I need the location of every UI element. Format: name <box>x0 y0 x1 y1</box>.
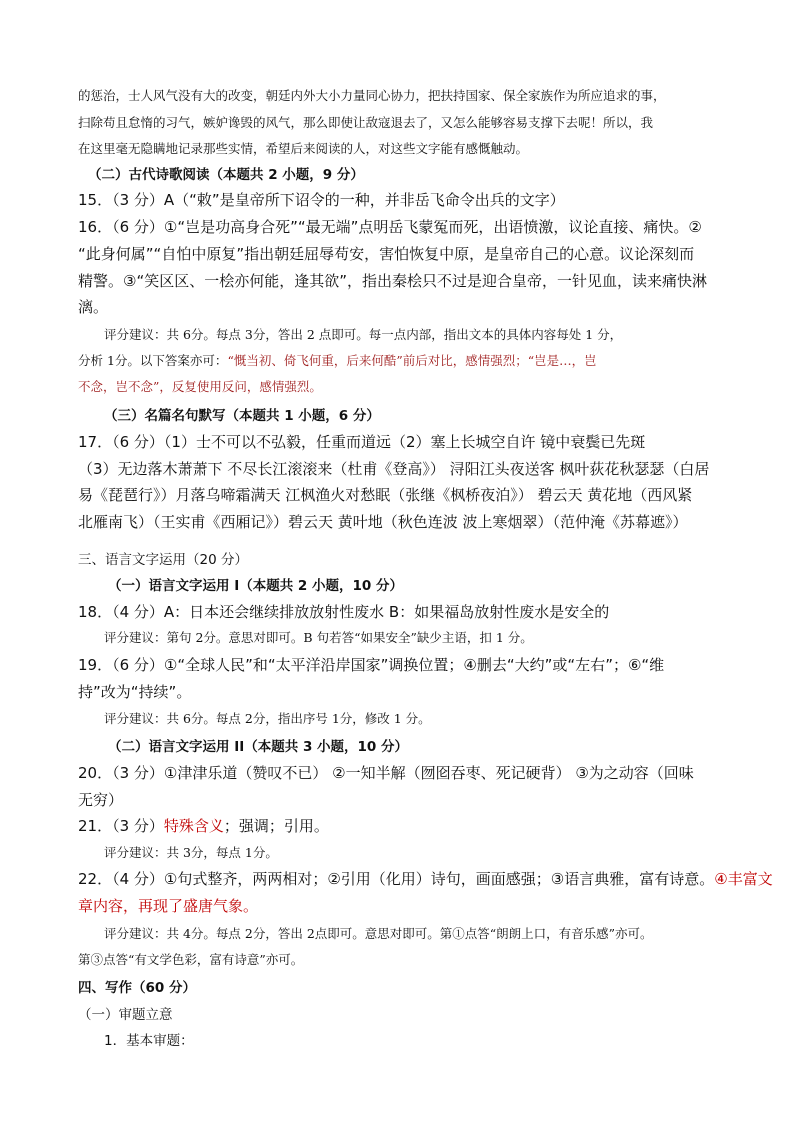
text-line: 无穷） <box>78 791 124 809</box>
alt-answer-text: 不念，岂不念”，反复使用反问，感情强烈。 <box>78 379 322 394</box>
section-heading: （一）语言文字运用 I（本题共 2 小题，10 分） <box>108 578 404 594</box>
answer-22 <box>78 868 773 889</box>
text-line: 持”改为“持续”。 <box>78 683 192 701</box>
text-line: （3）无边落木萧萧下 不尽长江滚滚来（杜甫《登高》） 浔阳江头夜送客 枫叶荻花秋瑟瑟（白居 <box>78 460 710 478</box>
text-line: 在这里毫无隐瞒地记录那些实情，希望后来阅读的人，对这些文字能有感慨触动。 <box>78 141 529 156</box>
text-line: 精警。③“笑区区、一桧亦何能，逢其欲”，指出秦桧只不过是迎合皇帝，一针见血，读来痛快淋 <box>78 272 707 290</box>
answer-18: 18．（4 分）A：日本还会继续排放放射性废水 B：如果福岛放射性废水是安全的 <box>78 603 610 621</box>
section-heading: （三）名篇名句默写（本题共 1 小题，6 分） <box>104 408 380 424</box>
scoring-note: 评分建议：第句 2分。意思对即可。B 句若答“如果安全”缺少主语，扣 1 分。 <box>104 630 533 645</box>
answer-20: 20．（3 分）①津津乐道（赞叹不已） ②一知半解（囫囵吞枣、死记硬背） ③为之动容（回味 <box>78 764 694 782</box>
highlighted-answer: 章内容，再现了盛唐气象。 <box>78 897 259 915</box>
text-line: 易《琵琶行》）月落乌啼霜满天 江枫渔火对愁眠（张继《枫桥夜泊》） 碧云天 黄花地（西风紧 <box>78 486 693 504</box>
text-line: 漓。 <box>78 298 109 316</box>
scoring-note: 评分建议：共 3分，每点 1分。 <box>104 845 278 860</box>
highlighted-answer: ④丰富文 <box>714 870 773 888</box>
answer-15: 15．（3 分）A（“敕”是皇帝所下诏令的一种，并非岳飞命令出兵的文字） <box>78 191 565 209</box>
section-heading: （二）古代诗歌阅读（本题共 2 小题，9 分） <box>88 167 364 183</box>
text-line: 北雁南飞）（王实甫《西厢记》）碧云天 黄叶地（秋色连波 波上寒烟翠）（范仲淹《苏幕遮》） <box>78 513 688 531</box>
scoring-note: 第③点答“有文学色彩，富有诗意”亦可。 <box>78 952 304 967</box>
answer-16: 16．（6 分）①“岂是功高身合死”“最无端”点明岳飞蒙冤而死，出语愤激，议论直接、痛快。② <box>78 218 702 236</box>
answer-21 <box>78 815 329 836</box>
answer-text: 21．（3 分） <box>78 817 164 835</box>
section-heading: （二）语言文字运用 II（本题共 3 小题，10 分） <box>108 739 409 755</box>
scoring-note: 评分建议：共 6分。每点 3分，答出 2 点即可。每一点内部，指出文本的具体内容每处 1 分， <box>104 327 623 342</box>
text-line: 扫除苟且怠惰的习气，嫉妒谗毁的风气，那么即使让敌寇退去了，又怎么能够容易支撑下去呢！所以，我 <box>78 115 654 130</box>
answer-text: ；强调；引用。 <box>223 817 329 835</box>
answer-text: 22．（4 分）①句式整齐，两两相对；②引用（化用）诗句，画面感强；③语言典雅，富有诗意。 <box>78 870 715 888</box>
text-line: “此身何属”“自怕中原复”指出朝廷屈辱苟安，害怕恢复中原，是皇帝自己的心意。议论深刻而 <box>78 245 695 263</box>
scoring-note <box>78 351 597 369</box>
scoring-note: 评分建议：共 4分。每点 2分，答出 2点即可。意思对即可。第①点答“朗朗上口，有音乐感”亦可。 <box>104 926 653 941</box>
text-line: 的惩治，士人风气没有大的改变，朝廷内外大小力量同心协力，把扶持国家、保全家族作为所应追求的事， <box>78 88 666 103</box>
subsection-heading: （一）审题立意 <box>78 1007 173 1023</box>
answer-17: 17．（6 分）（1）士不可以不弘毅，任重而道远（2）塞上长城空自许 镜中衰鬓已先斑 <box>78 433 646 451</box>
scoring-note: 评分建议：共 6分。每点 2分，指出序号 1分，修改 1 分。 <box>104 711 431 726</box>
alt-answer-text: “慨当初、倚飞何重，后来何酷”前后对比，感情强烈；“岂是…，岂 <box>227 353 597 368</box>
part-heading: 四、写作（60 分） <box>78 980 196 996</box>
part-heading: 三、语言文字运用（20 分） <box>78 552 248 568</box>
subsection-heading: 1．基本审题： <box>104 1033 194 1049</box>
answer-19: 19．（6 分）①“全球人民”和“太平洋沿岸国家”调换位置；④删去“大约”或“左右”；⑥“维 <box>78 656 665 674</box>
scoring-text: 分析 1分。以下答案亦可： <box>78 353 228 368</box>
highlighted-answer: 特殊含义 <box>163 817 224 835</box>
